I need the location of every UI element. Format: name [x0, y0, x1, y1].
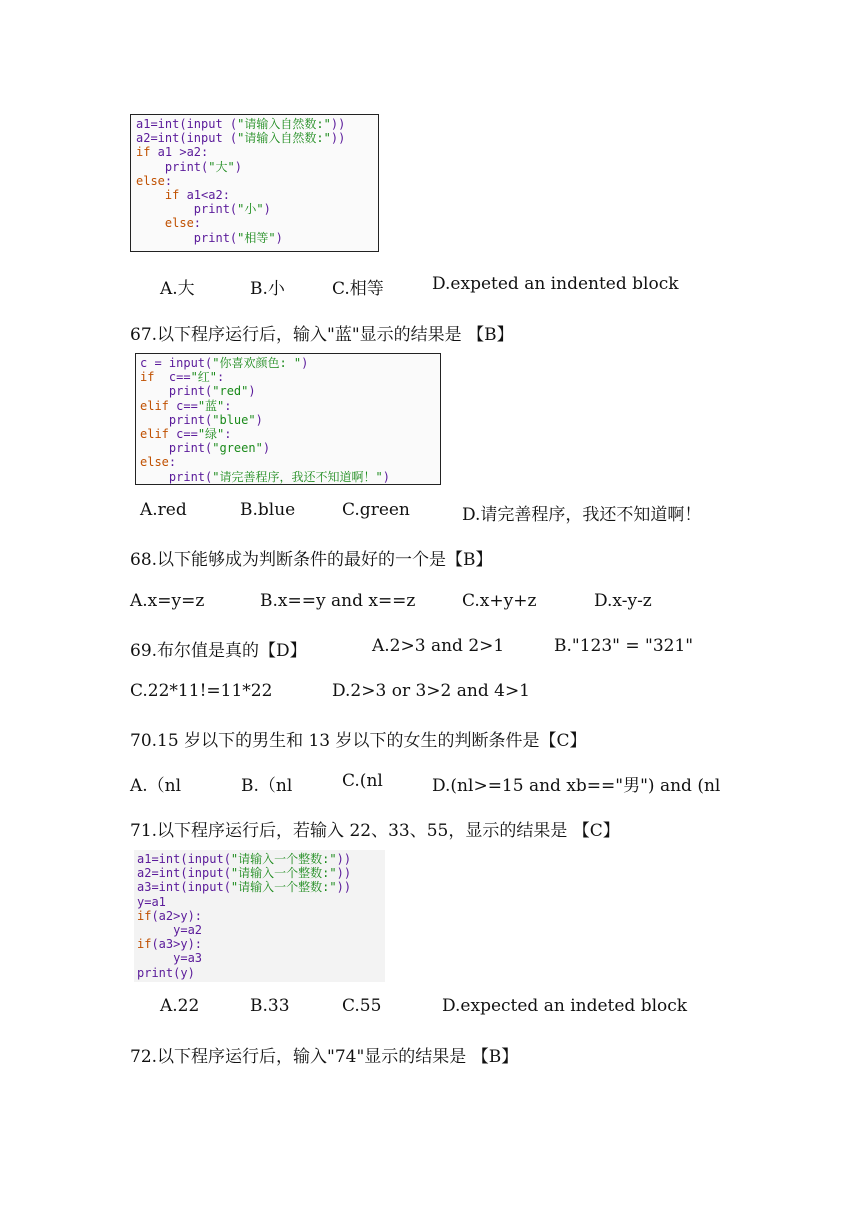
- code-token: ): [248, 384, 256, 399]
- code-token: "请输入一个整数:": [230, 866, 337, 881]
- code-line: [140, 470, 440, 484]
- code-line: [140, 455, 440, 469]
- code-token: :: [193, 216, 202, 231]
- code-token: "请完善程序，我还不知道啊！": [212, 469, 383, 484]
- code-token: a1=int(input (: [136, 117, 238, 131]
- code-token: ): [301, 356, 309, 370]
- code-token: if: [137, 908, 152, 923]
- code-token: "blue": [212, 412, 256, 427]
- q66-option-c: C.相等: [332, 279, 384, 299]
- q67-code-block: [135, 353, 441, 485]
- code-line: [140, 399, 440, 413]
- code-line: [136, 145, 378, 159]
- code-token: )): [330, 117, 346, 131]
- code-token: print(: [140, 469, 213, 484]
- code-line: [136, 117, 378, 131]
- code-token: "请输入一个整数:": [230, 852, 337, 866]
- q71-code-block: [134, 850, 385, 982]
- code-line: [136, 231, 378, 245]
- code-token: "请输入一个整数:": [230, 880, 337, 895]
- q71-option-b: B.33: [250, 996, 290, 1016]
- code-token: if: [136, 188, 180, 203]
- code-token: c==: [168, 427, 198, 442]
- code-token: "绿": [197, 427, 225, 442]
- code-line: [137, 909, 385, 923]
- code-token: else: [136, 216, 194, 231]
- code-line: [140, 413, 440, 427]
- q71-option-d: D.expected an indeted block: [442, 996, 688, 1016]
- q70-option-a: A.（nl: [130, 776, 182, 796]
- code-token: ): [234, 159, 242, 174]
- code-token: ): [382, 469, 390, 484]
- code-token: "green": [212, 441, 263, 456]
- code-token: )): [330, 131, 346, 146]
- code-token: elif: [140, 398, 169, 413]
- q69-option-a: A.2>3 and 2>1: [372, 636, 505, 656]
- q71-option-a: A.22: [160, 996, 200, 1016]
- code-token: print(: [140, 441, 213, 456]
- code-token: if: [136, 145, 151, 160]
- code-token: :: [224, 427, 232, 442]
- q67-option-c: C.green: [342, 500, 410, 520]
- code-token: "请输入自然数:": [237, 117, 331, 131]
- code-token: "小": [237, 202, 264, 217]
- q72-question: 72.以下程序运行后，输入"74"显示的结果是 【B】: [130, 1047, 519, 1067]
- code-line: [136, 131, 378, 145]
- code-token: "大": [208, 159, 235, 174]
- code-token: "红": [190, 370, 218, 385]
- code-token: c==: [154, 370, 191, 385]
- code-token: a1=int(input(: [137, 852, 231, 866]
- q66-option-a: A.大: [160, 279, 195, 299]
- q68-option-a: A.x=y=z: [130, 591, 205, 611]
- code-line: [140, 384, 440, 398]
- code-token: if: [140, 370, 155, 385]
- q69-option-c: C.22*11!=11*22: [130, 681, 273, 701]
- code-token: a2=int(input(: [137, 866, 231, 881]
- code-line: [137, 880, 385, 894]
- q69-option-d: D.2>3 or 3>2 and 4>1: [332, 681, 530, 701]
- code-line: [136, 174, 378, 188]
- code-line: [140, 370, 440, 384]
- code-line: [137, 966, 385, 980]
- code-line: [137, 937, 385, 951]
- code-token: ): [262, 441, 271, 456]
- code-token: a1<a2:: [179, 188, 230, 203]
- code-token: print(: [136, 159, 209, 174]
- code-token: y=a3: [137, 951, 203, 966]
- code-token: "你喜欢颜色: ": [212, 356, 302, 370]
- code-token: (a2>y):: [151, 908, 203, 923]
- code-line: [137, 852, 385, 866]
- code-line: [137, 923, 385, 937]
- q70-option-d: D.(nl>=15 and xb=="男") and (nl: [432, 776, 721, 796]
- q70-option-c: C.(nl: [342, 771, 383, 791]
- code-line: [140, 441, 440, 455]
- q70-option-b: B.（nl: [241, 776, 293, 796]
- code-token: "请输入自然数:": [237, 131, 331, 146]
- q69-option-b: B."123" = "321": [554, 636, 694, 656]
- q71-option-c: C.55: [342, 996, 382, 1016]
- q71-question: 71.以下程序运行后，若输入 22、33、55，显示的结果是 【C】: [130, 821, 620, 841]
- code-token: else: [140, 455, 169, 470]
- code-token: :: [217, 370, 225, 385]
- code-line: [137, 866, 385, 880]
- q68-option-d: D.x-y-z: [594, 591, 652, 611]
- code-token: ): [263, 202, 271, 217]
- q67-option-b: B.blue: [240, 500, 296, 520]
- code-line: [136, 202, 378, 216]
- code-line: [140, 356, 440, 370]
- code-token: :: [224, 398, 232, 413]
- code-token: a3=int(input(: [137, 880, 231, 895]
- q68-question: 68.以下能够成为判断条件的最好的一个是【B】: [130, 550, 493, 570]
- code-token: c = input(: [140, 356, 213, 370]
- code-line: [137, 895, 385, 909]
- code-token: a1 >a2:: [150, 145, 209, 160]
- q67-option-a: A.red: [140, 500, 187, 520]
- code-token: else: [136, 173, 165, 188]
- code-token: )): [336, 852, 352, 866]
- code-token: print(: [140, 384, 213, 399]
- code-token: (a3>y):: [151, 937, 203, 952]
- q67-option-d: D.请完善程序，我还不知道啊！: [462, 505, 702, 525]
- code-line: [136, 188, 378, 202]
- code-token: "相等": [237, 230, 276, 245]
- code-token: y=a2: [137, 923, 203, 938]
- code-token: print(y): [137, 965, 195, 980]
- code-token: y=a1: [137, 894, 166, 909]
- code-token: print(: [136, 230, 238, 245]
- code-line: [136, 160, 378, 174]
- code-token: print(: [136, 202, 238, 217]
- code-token: ): [255, 412, 263, 427]
- q66-option-d: D.expeted an indented block: [432, 274, 679, 294]
- code-token: if: [137, 937, 152, 952]
- code-token: "蓝": [197, 398, 225, 413]
- q70-question: 70.15 岁以下的男生和 13 岁以下的女生的判断条件是【C】: [130, 731, 587, 751]
- q68-option-c: C.x+y+z: [462, 591, 537, 611]
- code-token: ): [275, 230, 283, 245]
- code-token: "red": [212, 384, 249, 399]
- code-token: :: [164, 173, 173, 188]
- q67-question: 67.以下程序运行后，输入"蓝"显示的结果是 【B】: [130, 325, 514, 345]
- q69-question: 69.布尔值是真的【D】: [130, 641, 307, 661]
- code-token: a2=int(input (: [136, 131, 238, 146]
- code-token: )): [336, 880, 352, 895]
- code-token: print(: [140, 412, 213, 427]
- code-line: [137, 951, 385, 965]
- q66-option-b: B.小: [250, 279, 285, 299]
- q66-code-block: [130, 114, 379, 252]
- code-token: )): [336, 866, 352, 881]
- code-token: c==: [168, 398, 198, 413]
- code-token: :: [168, 455, 177, 470]
- code-token: elif: [140, 427, 169, 442]
- code-line: [140, 427, 440, 441]
- code-line: [136, 216, 378, 230]
- q68-option-b: B.x==y and x==z: [260, 591, 416, 611]
